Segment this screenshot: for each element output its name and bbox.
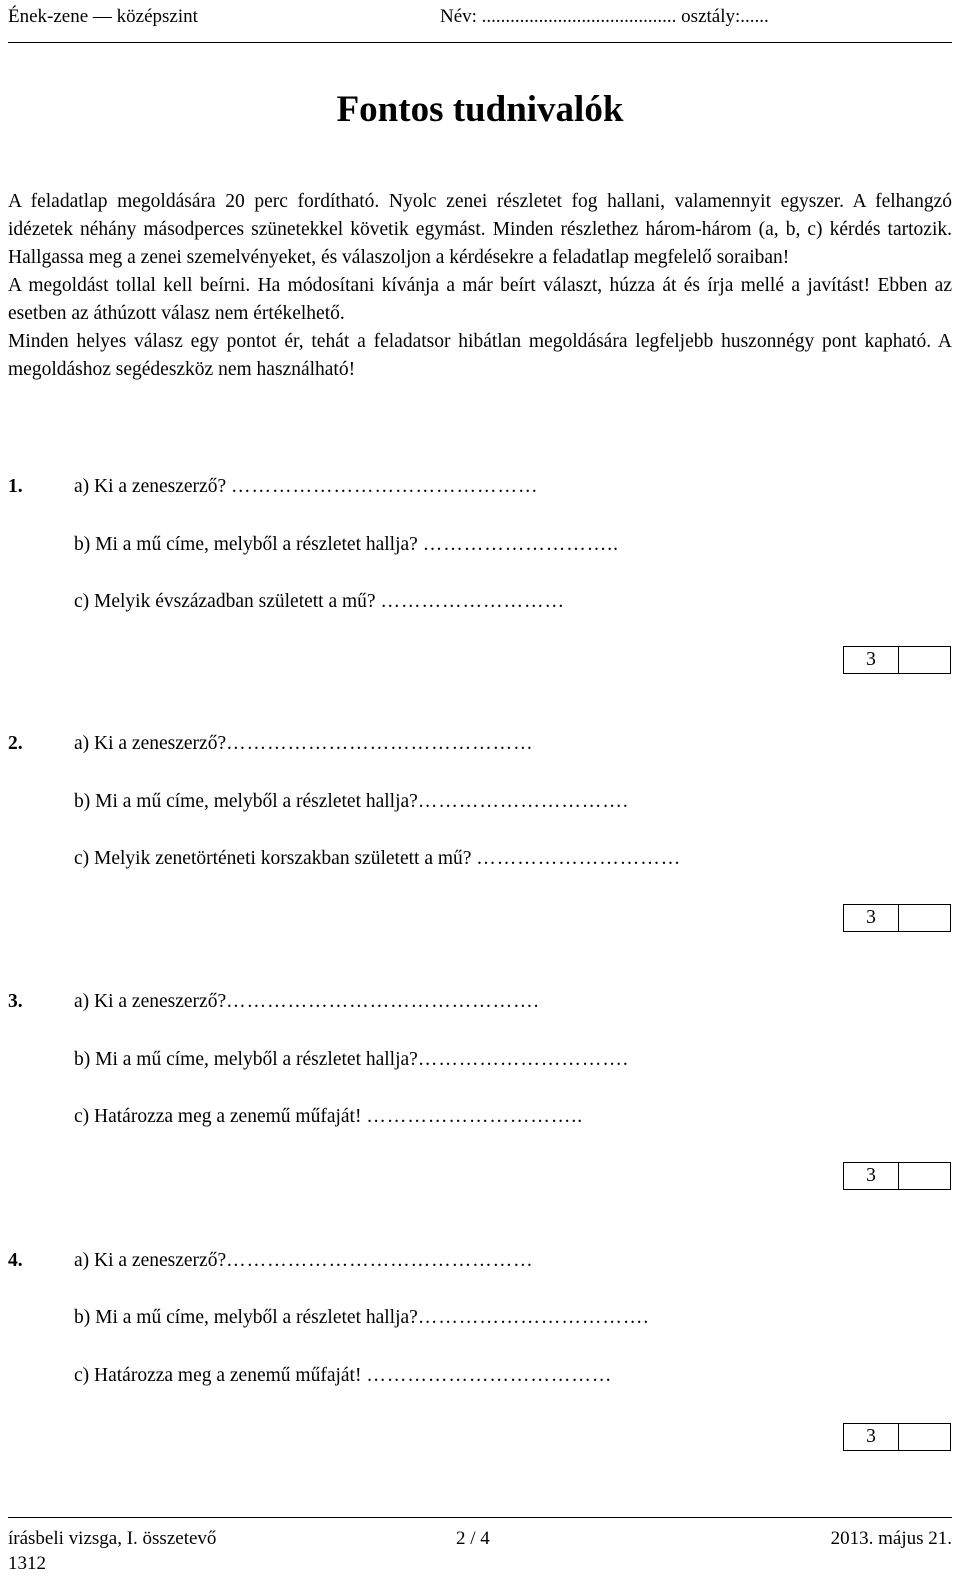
question-number: 3. bbox=[8, 991, 23, 1012]
answer-line[interactable]: …………………………. bbox=[417, 1049, 629, 1070]
instructions-paragraph: Minden helyes válasz egy pontot ér, tehát a feladatsor hibátlan megoldására legfeljebb huszonnégy pont kapható. A megoldáshoz segédeszköz nem használható! bbox=[8, 331, 952, 380]
question-text: a) Ki a zeneszerző? bbox=[74, 991, 227, 1012]
question-2-a bbox=[8, 733, 534, 755]
answer-line[interactable]: ……………………………………… bbox=[226, 733, 534, 754]
score-box-2 bbox=[843, 904, 951, 932]
question-text: b) Mi a mű címe, melyből a részletet hallja? bbox=[74, 791, 418, 812]
question-text: b) Mi a mű címe, melyből a részletet hallja? bbox=[74, 534, 418, 555]
question-text: c) Melyik zenetörténeti korszakban született a mű? bbox=[74, 848, 472, 869]
question-text: c) Határozza meg a zenemű műfaját! bbox=[74, 1106, 362, 1127]
exam-code: 1312 bbox=[8, 1553, 46, 1574]
answer-line[interactable]: ……………………………………… bbox=[226, 1250, 534, 1271]
question-text: c) Határozza meg a zenemű műfaját! bbox=[74, 1365, 362, 1386]
question-number: 4. bbox=[8, 1250, 23, 1271]
question-3-a bbox=[8, 991, 540, 1013]
page-title: Fontos tudnivalók bbox=[336, 89, 624, 130]
question-text: c) Melyik évszázadban született a mű? bbox=[74, 591, 376, 612]
max-points: 3 bbox=[844, 1163, 899, 1189]
exam-name: írásbeli vizsga, I. összetevő bbox=[8, 1528, 217, 1549]
question-text: a) Ki a zeneszerző? bbox=[74, 1250, 227, 1271]
earned-points-field[interactable] bbox=[899, 1163, 950, 1189]
answer-line[interactable]: ………………………………………. bbox=[226, 991, 540, 1012]
name-class-field: Név: ......................................... osztály:...... bbox=[440, 6, 769, 27]
page-header bbox=[8, 6, 952, 32]
answer-line[interactable]: …………………………. bbox=[417, 791, 629, 812]
subject-level: Ének-zene — középszint bbox=[8, 6, 198, 27]
answer-line[interactable]: ……………………… bbox=[380, 591, 565, 612]
max-points: 3 bbox=[844, 647, 899, 673]
footer-divider bbox=[8, 1517, 952, 1518]
exam-date: 2013. május 21. bbox=[830, 1528, 952, 1549]
max-points: 3 bbox=[844, 1424, 899, 1450]
max-points: 3 bbox=[844, 905, 899, 931]
answer-line[interactable]: ……………………………. bbox=[417, 1307, 650, 1328]
answer-line[interactable]: ………………………… bbox=[476, 848, 682, 869]
earned-points-field[interactable] bbox=[899, 647, 950, 673]
instructions bbox=[8, 188, 952, 384]
page-number: 2 / 4 bbox=[456, 1528, 490, 1549]
instructions-paragraph: A feladatlap megoldására 20 perc fordítható. Nyolc zenei részletet fog hallani, valamennyit egyszer. A felhangzó idézetek néhány másodperces szünetekkel követik egymást. Minden részlethez három-három (a, b, c) kérdés tartozik. Hallgassa meg a zenei szemelvényeket, és válaszoljon a kérdésekre a feladatlap megfelelő soraiban! bbox=[8, 191, 952, 268]
question-text: a) Ki a zeneszerző? bbox=[74, 733, 227, 754]
question-number: 1. bbox=[8, 476, 23, 497]
question-number: 2. bbox=[8, 733, 23, 754]
score-box-4 bbox=[843, 1423, 951, 1451]
score-box-3 bbox=[843, 1162, 951, 1190]
question-text: a) Ki a zeneszerző? bbox=[74, 476, 227, 497]
question-4-a bbox=[8, 1250, 534, 1272]
earned-points-field[interactable] bbox=[899, 1424, 950, 1450]
question-1-a bbox=[8, 476, 539, 498]
header-divider bbox=[8, 42, 952, 43]
answer-line[interactable]: ………………………….. bbox=[366, 1106, 584, 1127]
answer-line[interactable]: ……………………………………… bbox=[230, 476, 539, 497]
earned-points-field[interactable] bbox=[899, 905, 950, 931]
answer-line[interactable]: ……………………………… bbox=[366, 1365, 613, 1386]
instructions-paragraph: A megoldást tollal kell beírni. Ha módosítani kívánja a már beírt választ, húzza át és írja mellé a javítást! Ebben az esetben az áthúzott válasz nem értékelhető. bbox=[8, 275, 952, 324]
score-box-1 bbox=[843, 646, 951, 674]
question-text: b) Mi a mű címe, melyből a részletet hallja? bbox=[74, 1307, 418, 1328]
answer-line[interactable]: ……………………….. bbox=[422, 534, 619, 555]
question-text: b) Mi a mű címe, melyből a részletet hallja? bbox=[74, 1049, 418, 1070]
